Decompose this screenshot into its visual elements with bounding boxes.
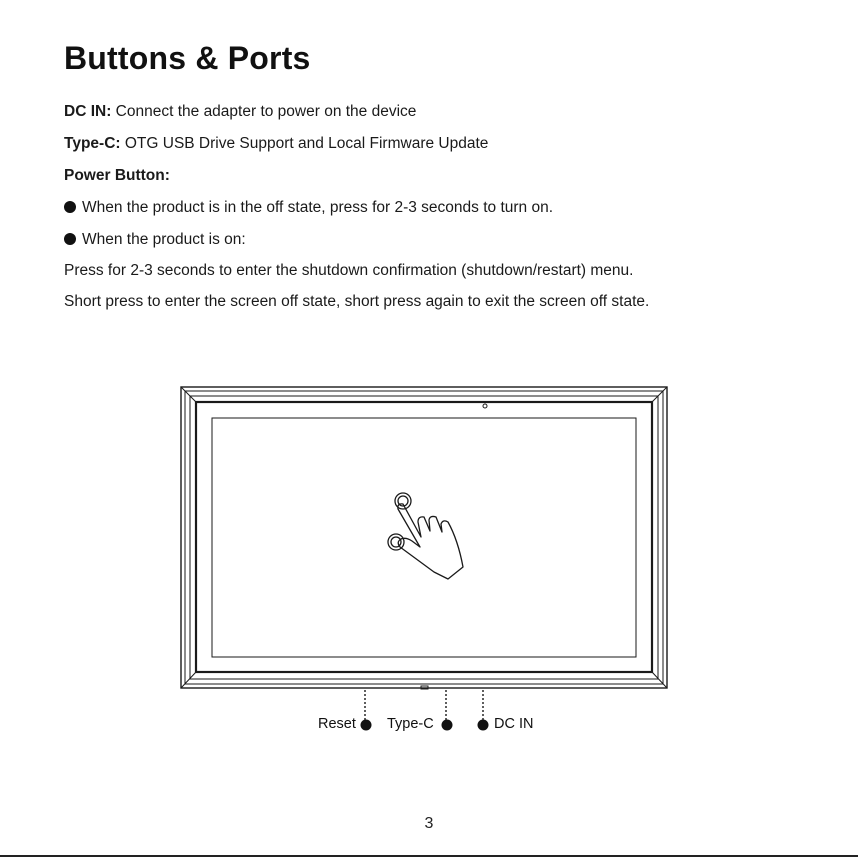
bullet-text: When the product is on:: [82, 231, 246, 248]
instruction-line: Press for 2-3 seconds to enter the shutdown confirmation (shutdown/restart) menu.: [64, 262, 634, 279]
frame-mid: [185, 391, 663, 684]
camera-icon: [483, 404, 487, 408]
bullet-text: When the product is in the off state, press for 2-3 seconds to turn on.: [82, 199, 554, 216]
screen: [212, 418, 636, 657]
bezel: [196, 402, 652, 672]
dc-in-marker-icon: [478, 720, 489, 731]
spec-type-c-label: Type-C:: [64, 135, 121, 152]
reset-marker-icon: [361, 720, 372, 731]
page-number: 3: [424, 815, 434, 832]
port-label-dc-in: DC IN: [494, 716, 534, 732]
spec-power-button-label: Power Button:: [64, 167, 170, 184]
spec-type-c-text: OTG USB Drive Support and Local Firmware Update: [124, 135, 489, 152]
port-label-type-c: Type-C: [387, 716, 434, 732]
page-title: Buttons & Ports: [64, 40, 311, 76]
port-label-reset: Reset: [318, 716, 356, 732]
touch-hand-icon: [388, 493, 463, 579]
frame-outer: [181, 387, 667, 688]
type-c-marker-icon: [442, 720, 453, 731]
instruction-line: Short press to enter the screen off state, short press again to exit the screen off state.: [64, 293, 650, 310]
bottom-rule: [0, 855, 858, 857]
frame-inner-bevel: [190, 396, 658, 679]
spec-dc-in-label: DC IN:: [64, 103, 112, 120]
spec-dc-in-text: Connect the adapter to power on the device: [115, 103, 417, 120]
